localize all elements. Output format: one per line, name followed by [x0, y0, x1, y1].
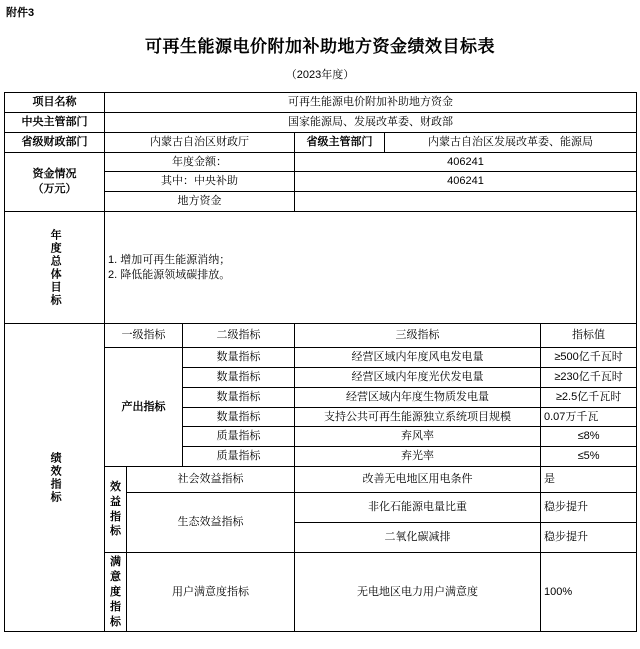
annual-goal-label-text: 年度总体目标 — [49, 228, 62, 307]
perf-value-output-0: ≥500亿千瓦时 — [541, 348, 637, 368]
perf-group-label-output: 产出指标 — [105, 348, 183, 467]
perf-header-level1: 一级指标 — [105, 324, 183, 348]
document-page — [0, 4, 640, 649]
perf-side-label — [5, 324, 105, 632]
perf-header-level2: 二级指标 — [183, 324, 295, 348]
perf-value-benefit-2: 稳步提升 — [541, 523, 637, 553]
perf-level2-output-5: 质量指标 — [183, 447, 295, 467]
provincial-finance-value: 内蒙古自治区财政厅 — [105, 132, 295, 152]
annual-goal-text — [105, 212, 637, 324]
central-dept-value: 国家能源局、发展改革委、财政部 — [105, 112, 637, 132]
perf-value-output-5: ≤5% — [541, 447, 637, 467]
provincial-dept-label: 省级主管部门 — [295, 132, 385, 152]
perf-level3-satisfaction-0: 无电地区电力用户满意度 — [295, 553, 541, 632]
perf-level3-output-3: 支持公共可再生能源独立系统项目规模 — [295, 407, 541, 427]
perf-value-satisfaction-0: 100% — [541, 553, 637, 632]
perf-level3-output-1: 经营区域内年度光伏发电量 — [295, 367, 541, 387]
perf-value-output-1: ≥230亿千瓦时 — [541, 367, 637, 387]
perf-value-output-4: ≤8% — [541, 427, 637, 447]
perf-level2-output-2: 数量指标 — [183, 387, 295, 407]
annual-goal-label — [5, 212, 105, 324]
funds-item-value-0: 406241 — [295, 152, 637, 172]
perf-level2-output-1: 数量指标 — [183, 367, 295, 387]
perf-level3-benefit-2: 二氧化碳减排 — [295, 523, 541, 553]
perf-side-label-text: 绩效指标 — [49, 451, 62, 504]
perf-value-output-3: 0.07万千瓦 — [541, 407, 637, 427]
performance-target-table — [4, 92, 637, 632]
perf-level2-output-3: 数量指标 — [183, 407, 295, 427]
annual-goal-line-1: 1. 增加可再生能源消纳； — [108, 253, 231, 266]
central-dept-label: 中央主管部门 — [5, 112, 105, 132]
perf-value-benefit-1: 稳步提升 — [541, 493, 637, 523]
table-row-funds-1 — [5, 152, 637, 172]
perf-level2-output-0: 数量指标 — [183, 348, 295, 368]
provincial-finance-label: 省级财政部门 — [5, 132, 105, 152]
page-subtitle: （2023年度） — [285, 69, 355, 81]
funds-item-value-2 — [295, 192, 637, 212]
project-name-label: 项目名称 — [5, 93, 105, 113]
perf-level3-benefit-0: 改善无电地区用电条件 — [295, 467, 541, 493]
page-title: 可再生能源电价附加补助地方资金绩效目标表 — [145, 37, 495, 56]
funds-item-value-1: 406241 — [295, 172, 637, 192]
perf-level2-benefit-1: 生态效益指标 — [127, 493, 295, 553]
perf-level2-output-4: 质量指标 — [183, 427, 295, 447]
table-row-annual-goal — [5, 212, 637, 324]
perf-header-value: 指标值 — [541, 324, 637, 348]
funds-item-name-2: 地方资金 — [105, 192, 295, 212]
table-row-provincial — [5, 132, 637, 152]
table-row-central-dept — [5, 112, 637, 132]
funds-item-name-0: 年度金额： — [105, 152, 295, 172]
perf-level2-satisfaction-0: 用户满意度指标 — [127, 553, 295, 632]
perf-level3-output-5: 弃光率 — [295, 447, 541, 467]
project-name-value: 可再生能源电价附加补助地方资金 — [105, 93, 637, 113]
perf-value-output-2: ≥2.5亿千瓦时 — [541, 387, 637, 407]
funds-label-line1: 资金情况 — [32, 167, 77, 180]
provincial-dept-value: 内蒙古自治区发展改革委、能源局 — [385, 132, 637, 152]
perf-value-benefit-0: 是 — [541, 467, 637, 493]
perf-level3-output-4: 弃风率 — [295, 427, 541, 447]
perf-level3-output-0: 经营区域内年度风电发电量 — [295, 348, 541, 368]
attachment-number: 附件3 — [6, 7, 35, 19]
table-row-project-name — [5, 93, 637, 113]
perf-level3-output-2: 经营区域内年度生物质发电量 — [295, 387, 541, 407]
table-row-perf-header — [5, 324, 637, 348]
funds-label — [5, 152, 105, 212]
annual-goal-line-2: 2. 降低能源领域碳排放。 — [108, 268, 231, 281]
funds-item-name-1: 其中：中央补助 — [105, 172, 295, 192]
perf-level3-benefit-1: 非化石能源电量比重 — [295, 493, 541, 523]
perf-group-label-satisfaction: 满意度指标 — [105, 553, 127, 632]
perf-group-label-benefit: 效益指标 — [105, 467, 127, 553]
funds-label-line2: （万元） — [32, 182, 77, 195]
perf-level2-benefit-0: 社会效益指标 — [127, 467, 295, 493]
perf-header-level3: 三级指标 — [295, 324, 541, 348]
